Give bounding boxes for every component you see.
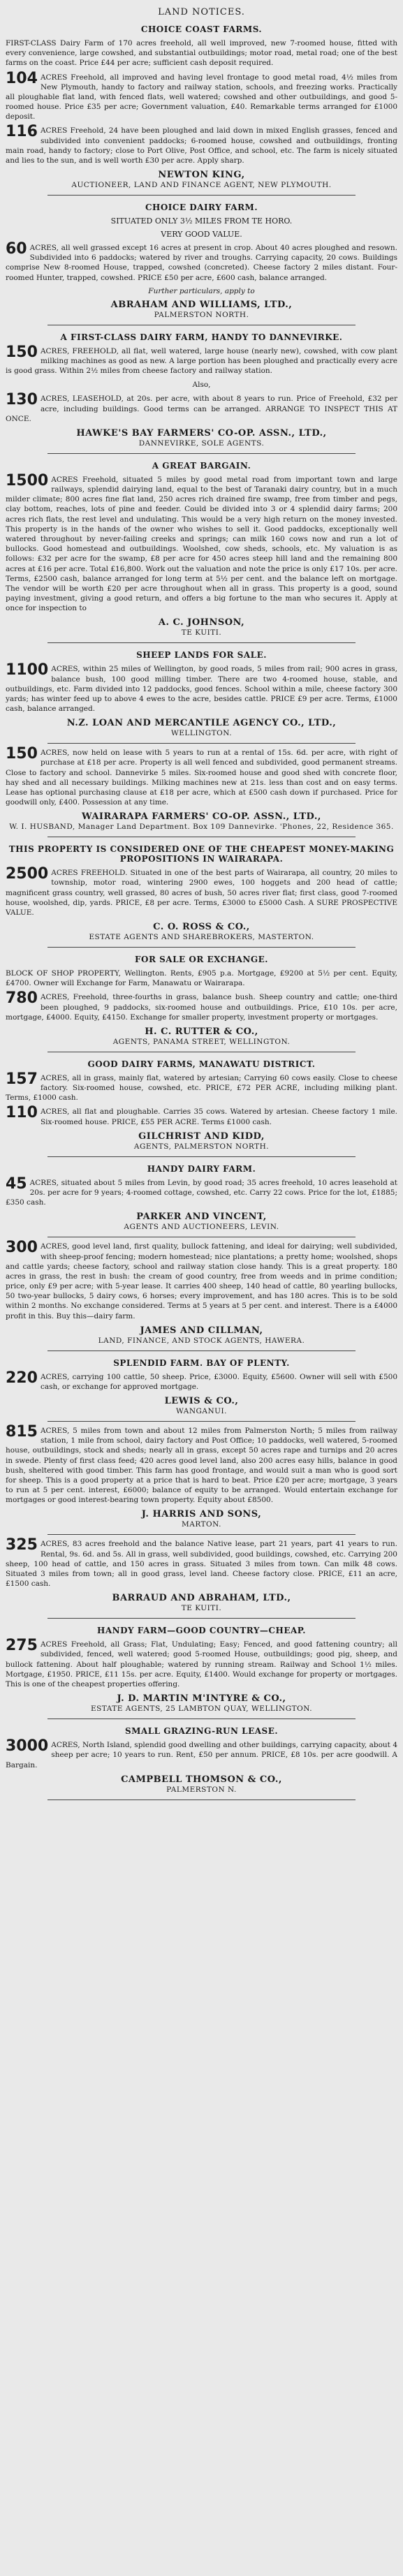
agent-name: NEWTON KING, <box>158 170 245 181</box>
section-title: FOR SALE OR EXCHANGE. <box>135 955 268 965</box>
agent-name: WAIRARAPA FARMERS' CO-OP. ASSN., LTD., <box>82 811 321 823</box>
listing-paragraph <box>6 989 397 1022</box>
agent-address: AGENTS, PALMERSTON NORTH. <box>133 1142 270 1151</box>
listing-acreage: 275 <box>6 1637 38 1655</box>
listing-acreage: 150 <box>6 343 38 361</box>
advertisement-block <box>6 332 397 454</box>
listing-paragraph <box>6 1239 397 1320</box>
agent-name: BARRAUD AND ABRAHAM, LTD., <box>112 1593 291 1604</box>
listing-paragraph <box>6 69 397 122</box>
listing-acreage: 2500 <box>6 865 49 883</box>
advertisement-block <box>6 955 397 1052</box>
section-title: THIS PROPERTY IS CONSIDERED ONE OF THE CHEAPEST MONEY-MAKING PROPOSITIONS IN WAIRARAPA. <box>8 844 395 864</box>
listing-acreage: 3000 <box>6 1737 49 1756</box>
agent-address: ESTATE AGENTS AND SHAREBROKERS, MASTERTON. <box>89 933 314 942</box>
advertisement-block <box>6 203 397 325</box>
section-divider <box>47 1618 356 1619</box>
advertisement-block <box>6 1626 397 1719</box>
listing-paragraph <box>6 661 397 714</box>
advertisement-block <box>6 1726 397 1800</box>
listing-paragraph <box>6 391 397 424</box>
listing-text: ACRES, 5 miles from town and about 12 miles from Palmerston North; 5 miles from railway station, 1 mile from school, dairy factory and Post Office; 10 paddocks, well watered, 5-roomed house, outbuildings, stock and sheds; nearly all in grass, except 50 acres rape and turnips and 20 acres in swede. Plenty of first class feed; 420 acres good level land, also 200 acres easy hills, balance in good bush, sheltered with good timber. This farm has good frontage, and would suit a man who is good sort for sheep. This is a good property at a price that is hard to beat. Price £20 per acre; mortgage, 3 years to run at 5 per cent. interest, £6000; balance of equity to be arranged. Would entertain exchange for mortgages or good interest-bearing town property. Equity about £8500. <box>6 1427 397 1505</box>
agent-address: LAND, FINANCE, AND STOCK AGENTS, HAWERA. <box>98 1336 305 1345</box>
agent-name: ABRAHAM AND WILLIAMS, LTD., <box>110 299 293 310</box>
page-header: LAND NOTICES. <box>158 7 245 17</box>
agent-name: A. C. JOHNSON, <box>158 617 245 628</box>
agent-name: N.Z. LOAN AND MERCANTILE AGENCY CO., LTD., <box>66 718 337 729</box>
agent-name: JAMES AND CILLMAN, <box>140 1325 263 1336</box>
listing-text: ACRES, all flat and ploughable. Carries 35 cows. Watered by artesian. Cheese factory 1 mile. Six-roomed house. PRICE, £55 PER ACRE. Terms £1000 cash. <box>40 1107 397 1126</box>
listing-text: Also, <box>192 381 211 390</box>
listing-acreage: 1500 <box>6 471 49 490</box>
agent-address: WANGANUI. <box>175 1407 228 1416</box>
agent-address: WELLINGTON. <box>170 729 233 738</box>
listing-paragraph <box>6 38 397 68</box>
listing-acreage: 60 <box>6 240 27 258</box>
listing-acreage: 1100 <box>6 661 49 679</box>
listing-paragraph <box>6 1104 397 1126</box>
advertisement-block <box>6 650 397 744</box>
listing-acreage: 300 <box>6 1239 38 1257</box>
listing-acreage: 110 <box>6 1104 38 1122</box>
agent-address: TE KUITI. <box>181 628 222 638</box>
agent-name: GILCHRIST AND KIDD, <box>138 1131 265 1142</box>
listing-acreage: 45 <box>6 1175 27 1193</box>
listing-paragraph <box>6 1369 397 1392</box>
listing-paragraph <box>6 1737 397 1770</box>
agent-address: AGENTS AND AUCTIONEERS, LEVIN. <box>124 1223 279 1232</box>
advertisement-block <box>6 1239 397 1350</box>
listing-text: ACRES, 83 acres freehold and the balance Native lease, part 21 years, part 41 years to run. Rental, 9s. 6d. and 5s. All in grass, well subdivided, good buildings, cowshed, etc. Carrying 200 sheep, 100 head of cattle, and 150 acres in grass. Situated 3 miles from town. Can milk 48 cows. Situated 3 miles from town; all in good grass, level land. Cheese factory close. PRICE, £11 an acre, £1500 cash. <box>6 1540 397 1589</box>
agent-address: TE KUITI. <box>181 1604 222 1613</box>
listing-acreage: 116 <box>6 123 38 141</box>
listing-acreage: 325 <box>6 1536 38 1554</box>
advertisement-block <box>6 1423 397 1535</box>
listing-text: ACRES, all in grass, mainly flat, watered by artesian; Carrying 60 cows easily. Close to cheese factory. Six-roomed house, cowshed, etc. PRICE, £72 PER ACRE, including milking plant. Terms, £1000 cash. <box>6 1073 397 1103</box>
section-title: CHOICE COAST FARMS. <box>140 24 263 34</box>
listing-paragraph <box>6 865 397 918</box>
section-title: HANDY DAIRY FARM. <box>147 1163 256 1174</box>
agent-name: H. C. RUTTER & CO., <box>145 1026 258 1037</box>
listing-text: ACRES, good level land, first quality, bullock fattening, and ideal for dairying; well subdivided, with sheep-proof fencing; modern homestead; nice plantations; a pretty home; woolshed, shops and cattle yards; cheese factory, school and railway station close handy. This is a great property. 180 acres in grass, the rest in bush: the cream of good country, free from weeds and in prime condition; price, only £9 per acre; with 5-year lease. It carries 400 sheep, 140 head of cattle, 80 yearling bullocks, 50 two-year bullocks, 5 dairy cows, 6 horses; every improvement, and has 180 acres. This is to be sold within 2 months. No exchange considered. Terms at 5 years at 5 per cent. and interest. There is a £4000 profit in this. Buy this—dairy farm. <box>6 1242 397 1320</box>
section-divider <box>47 1799 356 1800</box>
agent-name: C. O. ROSS & CO., <box>153 922 250 933</box>
listing-paragraph <box>6 1070 397 1103</box>
agent-address: PALMERSTON N. <box>166 1785 237 1794</box>
agent-address: AGENTS, PANAMA STREET, WELLINGTON. <box>112 1037 291 1046</box>
listing-acreage: 157 <box>6 1070 38 1088</box>
listing-paragraph <box>6 745 397 807</box>
agent-address: MARTON. <box>181 1520 222 1529</box>
advertisement-block <box>6 844 397 948</box>
listing-text: ACRES Freehold, all Grass; Flat, Undulating; Easy; Fenced, and good fattening country; all subdivided, fenced, well watered; good 5-roomed House, outbuildings; good pig, sheep, and bullock fattening. About half ploughable; watered by running stream. Railway and School 1½ miles. Mortgage, £1950. PRICE, £11 15s. per acre. Equity, £1400. Would exchange for property or mortgages. This is one of the cheapest properties offering. <box>6 1640 397 1688</box>
listing-paragraph <box>6 343 397 376</box>
listing-acreage: 130 <box>6 391 38 409</box>
listing-paragraph <box>6 1175 397 1208</box>
section-title: HANDY FARM—GOOD COUNTRY—CHEAP. <box>97 1626 306 1636</box>
listing-text: ACRES Freehold, situated 5 miles by good metal road from important town and large railways, splendid dairying land, equal to the best of Taranaki dairy country, but in a much milder climate; 800 acres fine flat land, 250 acres rich drained fire swamp, free from timber and pegs, clay bottom, reaches, lots of pine and feeder. Could be divided into 3 or 4 splendid dairy farms; 200 acres rich flats, the rest level and undulating. This would be a very high return on the money invested. This property is in the hands of the owner who wishes to sell it. Good paddocks, exceptionally well watered throughout by never-failing creeks and springs; can milk 160 cows now and run a lot of bullocks. Good homestead and outbuildings. Woolshed, cow sheds, schools, etc. My valuation is as follows: £32 per acre for the swamp, £8 per acre for 450 acres steep hill land and the remaining 800 acres at £16 per acre. Total £16,800. Work out the valuation and note the price is only £17 10s. per acre. Terms, £2500 cash, balance arranged for long term at 5½ per cent. and the balance left on mortgage. The vendor will be worth £20 per acre throughout when all in grass. This property is a good, sound paying investment, giving a good return, and offers a big fortune to the man who secures it. Apply at once for inspection to <box>6 475 397 613</box>
listing-text: ACRES, situated about 5 miles from Levin, by good road; 35 acres freehold, 10 acres leasehold at 20s. per acre for 9 years; 4-roomed cottage, cowshed, etc. Carry 22 cows. Price for the lot, £1885; £350 cash. <box>6 1178 397 1207</box>
listing-text: ACRES, FREEHOLD, all flat, well watered, large house (nearly new), cowshed, with cow plant milking machines as good as new. A large portion has been ploughed and practically every acre is good grass. Within 2½ miles from cheese factory and railway station. <box>6 346 397 376</box>
listing-text: ACRES FREEHOLD. Situated in one of the best parts of Wairarapa, all country, 20 miles to township, motor road, wintering 2900 ewes, 100 hoggets and 200 head of cattle; magnificent grass country, well grassed, 80 acres of bush, 50 acres river flat; first class, good 7-roomed house, woolshed, dip, yards. PRICE, £8 per acre. Terms, £3000 to £5000 Cash. A SURE PROSPECTIVE VALUE. <box>6 869 397 917</box>
listing-text: ACRES, LEASEHOLD, at 20s. per acre, with about 8 years to run. Price of Freehold, £32 per acre, including buildings. Good terms can be arranged. ARRANGE TO INSPECT THIS AT ONCE. <box>6 395 397 423</box>
agent-address: W. I. HUSBAND, Manager Land Department. Box 109 Dannevirke. 'Phones, 22, Residence 365. <box>9 823 394 832</box>
section-title: A GREAT BARGAIN. <box>152 460 251 471</box>
section-title: GOOD DAIRY FARMS, MANAWATU DISTRICT. <box>87 1059 316 1069</box>
listing-text: ACRES, carrying 100 cattle, 50 sheep. Price, £3000. Equity, £5600. Owner will sell with £500 cash, or exchange for approved mortgage. <box>40 1372 397 1391</box>
advertisement-block <box>6 745 397 837</box>
listing-acreage: 150 <box>6 745 38 763</box>
section-title: SPLENDID FARM. BAY OF PLENTY. <box>113 1357 290 1368</box>
listing-acreage: 780 <box>6 989 38 1008</box>
agent-address: ESTATE AGENTS, 25 LAMBTON QUAY, WELLINGTON. <box>90 1705 313 1714</box>
listing-text: ACRES Freehold, 24 have been ploughed and laid down in mixed English grasses, fenced and subdivided into convenient paddocks; 6-roomed house, cowshed and outbuildings, fronting main road, handy to factory; close to Port Olive, Post Office, and school, etc. The farm is nicely situated and lies to the sun, and is well worth £30 per acre. Apply sharp. <box>6 126 397 165</box>
advertisement-block <box>6 1164 397 1238</box>
section-title: CHOICE DAIRY FARM. <box>145 203 258 213</box>
listing-text: ACRES, within 25 miles of Wellington, by good roads, 5 miles from rail; 900 acres in grass, balance bush, 100 good milling timber. There are two 4-roomed house, stable, and outbuildings, etc. Farm divided into 12 paddocks, good fences. School within a mile, cheese factory 300 yards; has winter feed up to above 4 ewes to the acre, besides cattle. PRICE £9 per acre. Terms, £1000 cash, balance arranged. <box>6 665 397 714</box>
section-title: SHEEP LANDS FOR SALE. <box>136 650 267 661</box>
listing-acreage: 104 <box>6 69 38 87</box>
listing-text: ACRES, all well grassed except 16 acres at present in crop. About 40 acres ploughed and resown. Subdivided into 6 paddocks; watered by river and troughs. Carrying capacity, 20 cows. Buildings comprise New 8-roomed House, trapped, cowshed (concreted). Cheese factory 2 miles distant. Four-roomed Hunter, trapped, cowshed. PRICE £50 per acre, £600 cash, balance arranged. <box>6 244 397 282</box>
section-divider <box>47 195 356 196</box>
listing-text: BLOCK OF SHOP PROPERTY, Wellington. Rents, £905 p.a. Mortgage, £9200 at 5½ per cent. Equity, £4700. Owner will Exchange for Farm, Manawatu or Wairarapa. <box>6 969 397 988</box>
advertisement-block <box>6 24 397 196</box>
advertisement-block <box>6 1536 397 1619</box>
listing-acreage: 220 <box>6 1369 38 1387</box>
listing-text: ACRES Freehold, all improved and having level frontage to good metal road, 4½ miles from New Plymouth, handy to factory and railway station, schools, and freezing works. Practically all ploughable flat land, with fenced flats, well watered; cowshed and other outbuildings, and good 5-roomed house. Price £35 per acre; Government valuation, £40. Remarkable terms arranged for £1000 deposit. <box>6 73 397 122</box>
listing-paragraph <box>6 380 397 390</box>
listing-paragraph <box>6 123 397 165</box>
agent-name: J. HARRIS AND SONS, <box>141 1509 262 1520</box>
section-divider <box>47 1421 356 1422</box>
section-divider <box>47 642 356 643</box>
listing-acreage: 815 <box>6 1423 38 1441</box>
agent-address: AUCTIONEER, LAND AND FINANCE AGENT, NEW PLYMOUTH. <box>71 181 332 190</box>
contact-note: Further particulars, apply to <box>148 286 255 295</box>
section-title: A FIRST-CLASS DAIRY FARM, HANDY TO DANNEVIRKE. <box>60 332 343 342</box>
advertisement-block <box>6 1358 397 1422</box>
section-divider <box>47 1718 356 1719</box>
listing-text: FIRST-CLASS Dairy Farm of 170 acres freehold, all well improved, new 7-roomed house, fitted with every convenience, large cowshed, and substantial outbuildings; motor road, metal road; one of the best farms on the coast. Price £44 per acre; sufficient cash deposit required. <box>6 39 397 68</box>
listing-text: ACRES, now held on lease with 5 years to run at a rental of 15s. 6d. per acre, with right of purchase at £18 per acre. Property is all well fenced and subdivided, good permanent streams. Close to factory and school. Dannevirke 5 miles. Six-roomed house and good shed with concrete floor, hay shed and all necessary buildings. Milking machines new at 21s. less than cost and on easy terms. Lease has optional purchasing clause at £18 per acre, which at £500 cash down if purchased. Price for goodwill only, £400. Possession at any time. <box>6 749 397 807</box>
agent-name: HAWKE'S BAY FARMERS' CO-OP. ASSN., LTD., <box>76 427 327 439</box>
agent-name: LEWIS & CO., <box>164 1396 239 1407</box>
listing-paragraph <box>6 240 397 283</box>
section-divider <box>47 1156 356 1157</box>
advertisement-block <box>6 461 397 643</box>
listing-paragraph <box>6 969 397 988</box>
section-subtitle: SITUATED ONLY 3½ MILES FROM TE HORO. <box>110 216 293 226</box>
section-divider <box>47 947 356 948</box>
agent-name: PARKER AND VINCENT, <box>136 1212 267 1223</box>
listing-paragraph <box>6 1423 397 1505</box>
listing-paragraph <box>6 1637 397 1689</box>
section-subtitle-2: VERY GOOD VALUE. <box>161 230 242 240</box>
section-divider <box>47 453 356 454</box>
section-divider <box>47 1350 356 1351</box>
listing-text: ACRES, Freehold, three-fourths in grass, balance bush. Sheep country and cattle; one-third been ploughed, 9 paddocks, six-roomed house and outbuildings. Price, £10 10s. per acre, mortgage, £4000. Equity, £4150. Exchange for smaller property, investment property or mortgages. <box>6 993 397 1022</box>
advertisement-block <box>6 1059 397 1157</box>
listing-paragraph <box>6 1536 397 1589</box>
listing-text: ACRES, North Island, splendid good dwelling and other buildings, carrying capacity, about 4 sheep per acre; 10 years to run. Rent, £50 per annum. PRICE, £8 10s. per acre goodwill. A Bargain. <box>6 1741 397 1769</box>
agent-name: J. D. MARTIN M'INTYRE & CO., <box>117 1693 286 1705</box>
section-title: SMALL GRAZING-RUN LEASE. <box>124 1726 279 1737</box>
agent-name: CAMPBELL THOMSON & CO., <box>121 1774 282 1785</box>
listing-paragraph <box>6 471 397 613</box>
agent-address: DANNEVIRKE, SOLE AGENTS. <box>138 439 265 448</box>
advertisements <box>6 24 397 1800</box>
section-divider <box>47 743 356 744</box>
agent-address: PALMERSTON NORTH. <box>154 310 249 319</box>
section-divider <box>47 1534 356 1535</box>
